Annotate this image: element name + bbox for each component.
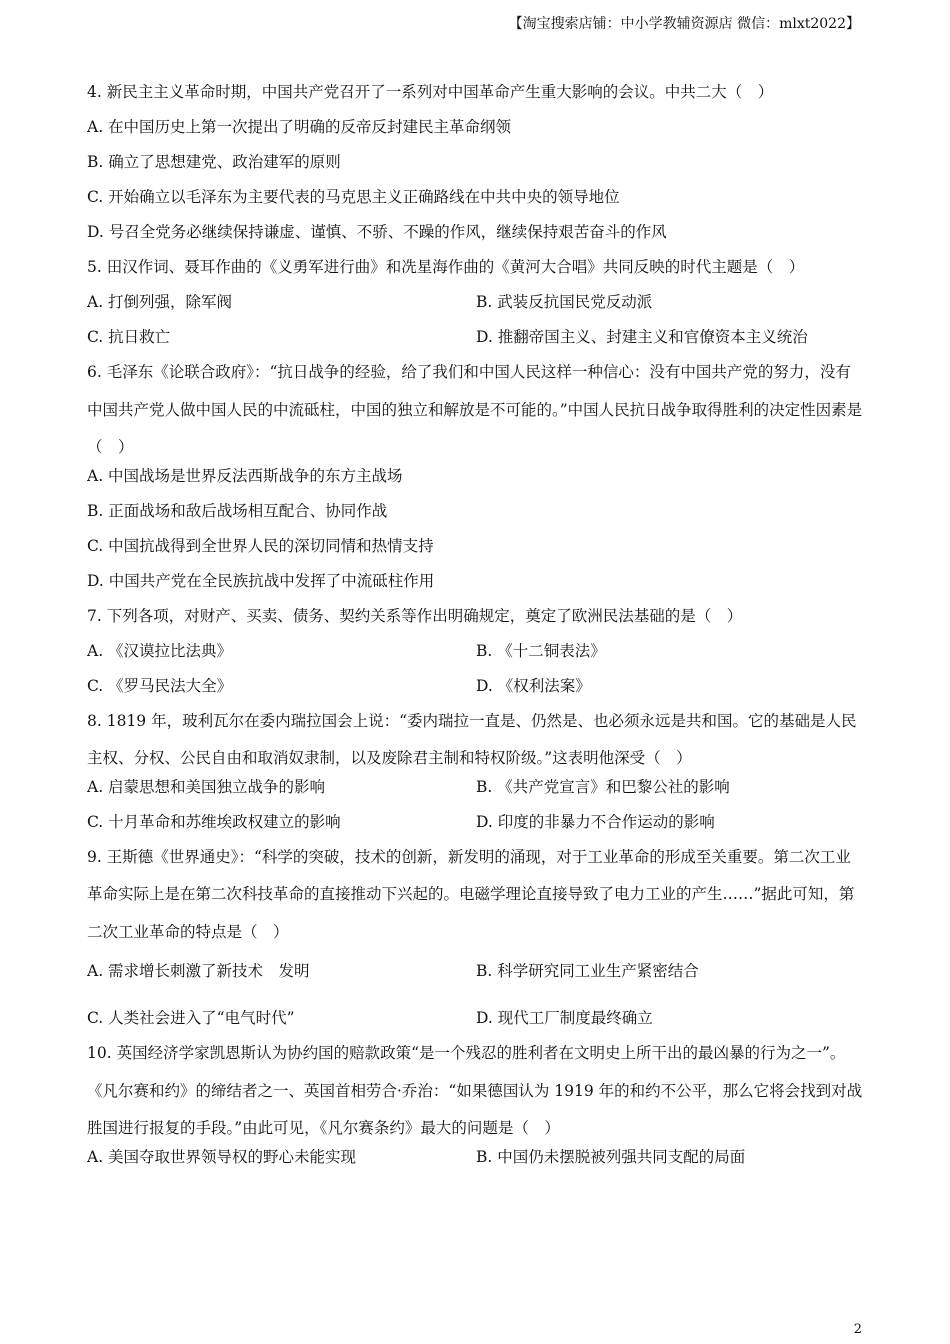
option-d[interactable]: D. 印度的非暴力不合作运动的影响 (476, 812, 715, 831)
option-d[interactable]: D. 现代工厂制度最终确立 (476, 1009, 653, 1027)
option-b[interactable]: B. 中国仍未摆脱被列强共同支配的局面 (476, 1147, 746, 1166)
option-d[interactable]: D. 号召全党务必继续保持谦虚、谨慎、不骄、不躁的作风，继续保持艰苦奋斗的作风 (87, 223, 667, 241)
option-c[interactable]: C. 抗日救亡 (87, 328, 171, 346)
question-6 (87, 354, 865, 604)
option-b[interactable]: B. 科学研究同工业生产紧密结合 (476, 962, 699, 980)
option-a[interactable]: A. 在中国历史上第一次提出了明确的反帝反封建民主革命纲领 (87, 118, 512, 136)
question-stem: 9. 王斯德《世界通史》：“科学的突破，技术的创新，新发明的涌现，对于工业革命的形成至关重要。第二次工业革命实际上是在第二次科技革命的直接推动下兴起的。电磁学理论直接导致了电力工业的产生……”据此可知，第二次工业革命的特点是（ ） (87, 847, 855, 941)
option-c[interactable]: C. 人类社会进入了“电气时代” (87, 1009, 295, 1027)
option-b[interactable]: B. 《十二铜表法》 (476, 641, 606, 660)
question-list (87, 80, 865, 1180)
question-8 (87, 703, 865, 845)
option-a[interactable]: A. 启蒙思想和美国独立战争的影响 (87, 777, 326, 796)
option-row (87, 1145, 865, 1180)
option-c[interactable]: C. 开始确立以毛泽东为主要代表的马克思主义正确路线在中共中央的领导地位 (87, 188, 620, 206)
option-c[interactable]: C. 十月革命和苏维埃政权建立的影响 (87, 812, 341, 831)
option-row (87, 639, 865, 674)
option-row (87, 959, 865, 1006)
question-9 (87, 839, 865, 1042)
option-c[interactable]: C. 《罗马民法大全》 (87, 676, 233, 695)
option-a[interactable]: A. 《汉谟拉比法典》 (87, 641, 233, 660)
question-stem: 8. 1819 年，玻利瓦尔在委内瑞拉国会上说：“委内瑞拉一直是、仍然是、也必须永远是共和国。它的基础是人民主权、分权、公民自由和取消奴隶制，以及废除君主制和特权阶级。”这表明他深受（ ） (87, 711, 857, 767)
option-b[interactable]: B. 确立了思想建党、政治建军的原则 (87, 153, 341, 171)
question-stem: 6. 毛泽东《论联合政府》：“抗日战争的经验，给了我们和中国人民这样一种信心：没有中国共产党的努力，没有中国共产党人做中国人民的中流砥柱，中国的独立和解放是不可能的。”中国人民抗日战争取得胜利的决定性因素是（ ） (87, 363, 863, 456)
option-row (87, 775, 865, 810)
page-header: 【淘宝搜索店铺：中小学教辅资源店 微信：mlxt2022】 (508, 16, 860, 32)
question-stem: 10. 英国经济学家凯恩斯认为协约国的赔款政策“是一个残忍的胜利者在文明史上所干出的最凶暴的行为之一”。《凡尔赛和约》的缔结者之一、英国首相劳合·乔治：“如果德国认为 1919 年的和约不公平，那么它将会找到对战胜国进行报复的手段。”由此可见，《凡尔赛条约》最大的问题是（ ） (87, 1044, 863, 1137)
option-c[interactable]: C. 中国抗战得到全世界人民的深切同情和热情支持 (87, 536, 434, 555)
option-d[interactable]: D. 《权利法案》 (476, 676, 591, 695)
question-7 (87, 604, 865, 709)
question-4 (87, 80, 865, 255)
option-d[interactable]: D. 中国共产党在全民族抗战中发挥了中流砥柱作用 (87, 571, 435, 590)
option-a[interactable]: A. 中国战场是世界反法西斯战争的东方主战场 (87, 466, 403, 485)
option-row (87, 290, 865, 325)
option-b[interactable]: B. 武装反抗国民党反动派 (476, 293, 653, 311)
option-a[interactable]: A. 打倒列强，除军阀 (87, 293, 233, 311)
question-5 (87, 255, 865, 360)
page-number: 2 (853, 1322, 862, 1337)
question-stem: 7. 下列各项，对财产、买卖、债务、契约关系等作出明确规定，奠定了欧洲民法基础的是（ ） (87, 606, 743, 625)
option-b[interactable]: B. 《共产党宣言》和巴黎公社的影响 (476, 777, 730, 796)
option-a[interactable]: A. 需求增长刺激了新技术 发明 (87, 962, 310, 980)
option-d[interactable]: D. 推翻帝国主义、封建主义和官僚资本主义统治 (476, 328, 808, 346)
option-a[interactable]: A. 美国夺取世界领导权的野心未能实现 (87, 1147, 357, 1166)
question-stem: 5. 田汉作词、聂耳作曲的《义勇军进行曲》和冼星海作曲的《黄河大合唱》共同反映的时代主题是（ ） (87, 258, 805, 276)
option-b[interactable]: B. 正面战场和敌后战场相互配合、协同作战 (87, 501, 388, 520)
question-stem: 4. 新民主主义革命时期，中国共产党召开了一系列对中国革命产生重大影响的会议。中共二大（ ） (87, 83, 774, 101)
question-10 (87, 1035, 865, 1180)
